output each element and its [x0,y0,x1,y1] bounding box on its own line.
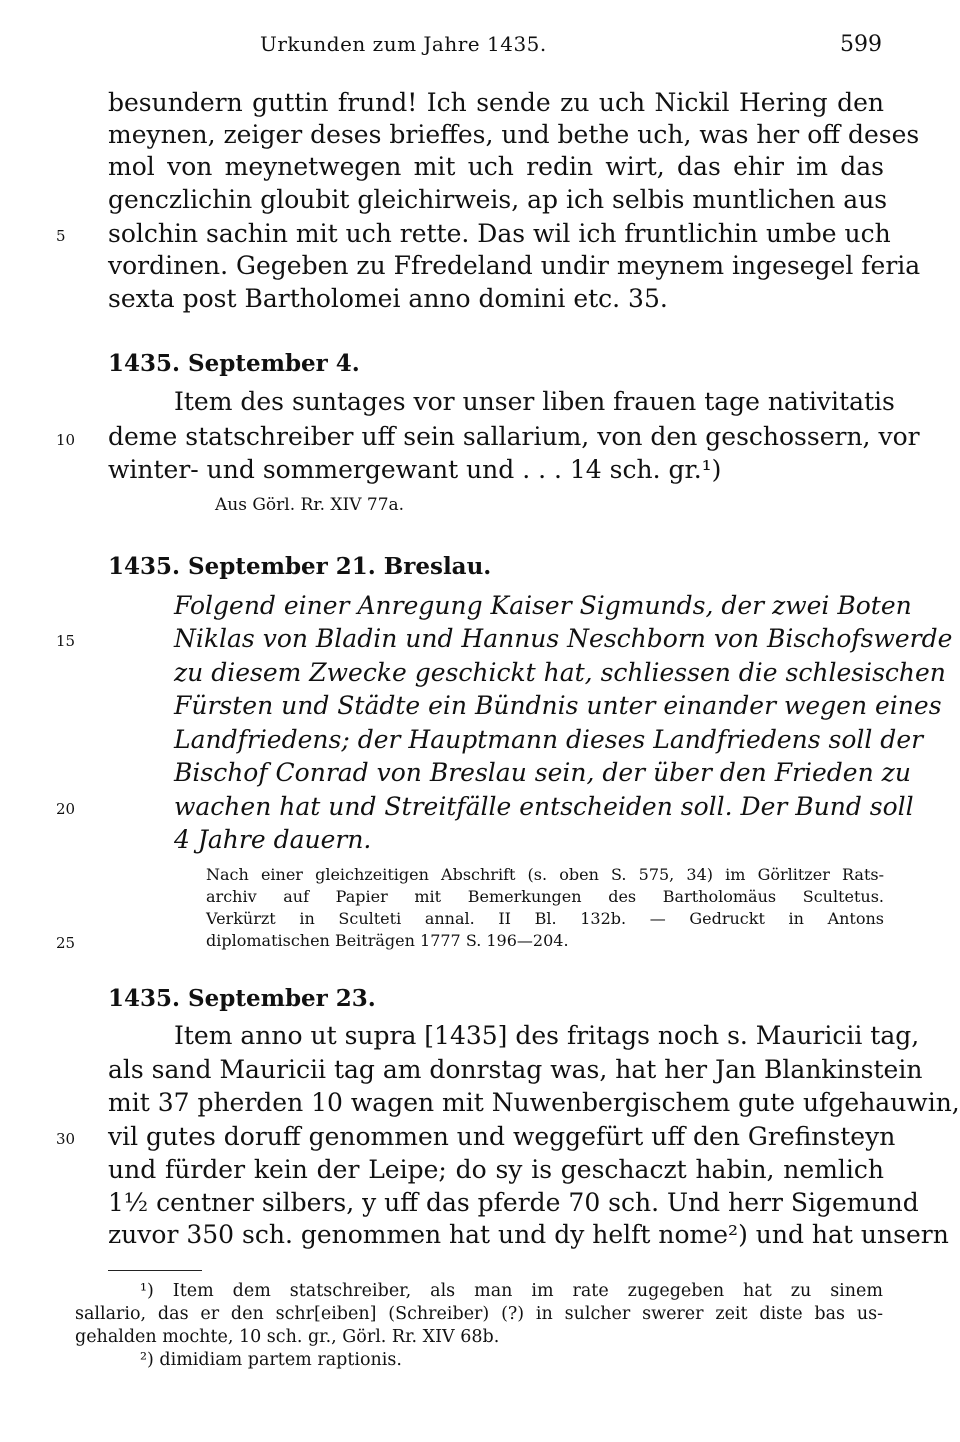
regest-line: Niklas von Bladin und Hannus Neschborn von Bischofswerde [174,624,953,653]
regest-line: zu diesem Zwecke geschickt hat, schliessen die schlesischen [174,658,946,687]
source-note-line: Verkürzt in Sculteti annal. II Bl. 132b. — Gedruckt in Antons [206,909,884,928]
page-number: 599 [840,32,882,57]
entry-heading: 1435. September 4. [108,350,360,377]
footnote-line: ¹) Item dem statschreiber, als man im rate zugegeben hat zu sinem [140,1281,883,1301]
line-number: 15 [56,632,76,650]
line-number: 5 [56,227,66,245]
text-line: vordinen. Gegeben zu Ffredeland undir meynem ingesegel feria [108,251,921,280]
source-note-line: archiv auf Papier mit Bemerkungen des Bartholomäus Scultetus. [206,887,884,906]
line-number: 25 [56,934,76,952]
regest-line: Fürsten und Städte ein Bündnis unter einander wegen eines [174,691,942,720]
source-note-line: Nach einer gleichzeitigen Abschrift (s. oben S. 575, 34) im Görlitzer Rats- [206,865,884,884]
text-line: Item anno ut supra [1435] des fritags noch s. Mauricii tag, [174,1021,920,1050]
regest-line: Bischof Conrad von Breslau sein, der über den Frieden zu [174,758,911,787]
regest-line: 4 Jahre dauern. [174,825,372,854]
text-line: zuvor 350 sch. genommen hat und dy helft nome²) und hat unsern [108,1220,949,1249]
line-number: 10 [56,431,76,449]
text-line: meynen, zeiger deses brieffes, und bethe uch, was her off deses [108,120,920,149]
regest-line: wachen hat und Streitfälle entscheiden soll. Der Bund soll [174,792,914,821]
source-note: Aus Görl. Rr. XIV 77a. [215,495,405,515]
text-line: genczlichin gloubit gleichirweis, ap ich selbis muntlichen aus [108,185,888,214]
text-line: besundern guttin frund! Ich sende zu uch Nickil Hering den [108,88,884,117]
line-number: 30 [56,1130,76,1148]
text-line: mol von meynetwegen mit uch redin wirt, das ehir im das [108,152,884,181]
text-line: solchin sachin mit uch rette. Das wil ich fruntlichin umbe uch [108,219,891,248]
line-number: 20 [56,800,76,818]
text-line: Item des suntages vor unser liben frauen tage nativitatis [174,387,895,416]
text-line: vil gutes doruff genommen und weggefürt uff den Grefinsteyn [108,1122,896,1151]
entry-heading: 1435. September 21. Breslau. [108,553,492,580]
text-line: und fürder kein der Leipe; do sy is geschaczt habin, nemlich [108,1155,884,1184]
text-line: winter- und sommergewant und . . . 14 sch. gr.¹) [108,455,722,484]
entry-heading: 1435. September 23. [108,985,376,1012]
text-line: als sand Mauricii tag am donrstag was, hat her Jan Blankinstein [108,1055,923,1084]
text-line: mit 37 pherden 10 wagen mit Nuwenbergischem gute ufgehauwin, [108,1088,960,1117]
source-note-line: diplomatischen Beiträgen 1777 S. 196—204. [206,931,569,950]
footnote-line: sallario, das er den schr[eiben] (Schreiber) (?) in sulcher swerer zeit diste bas us- [75,1304,883,1324]
footnote-line: ²) dimidiam partem raptionis. [140,1350,402,1370]
running-head: Urkunden zum Jahre 1435. [260,32,547,56]
regest-line: Landfriedens; der Hauptmann dieses Landfriedens soll der [174,725,924,754]
text-line: deme statschreiber uff sein sallarium, von den geschossern, vor [108,422,920,451]
footnote-line: gehalden mochte, 10 sch. gr., Görl. Rr. XIV 68b. [75,1327,500,1347]
text-line: 1½ centner silbers, y uff das pferde 70 sch. Und herr Sigemund [108,1188,919,1217]
regest-line: Folgend einer Anregung Kaiser Sigmunds, der zwei Boten [174,591,912,620]
text-line: sexta post Bartholomei anno domini etc. 35. [108,284,668,313]
footnote-rule [108,1270,202,1271]
